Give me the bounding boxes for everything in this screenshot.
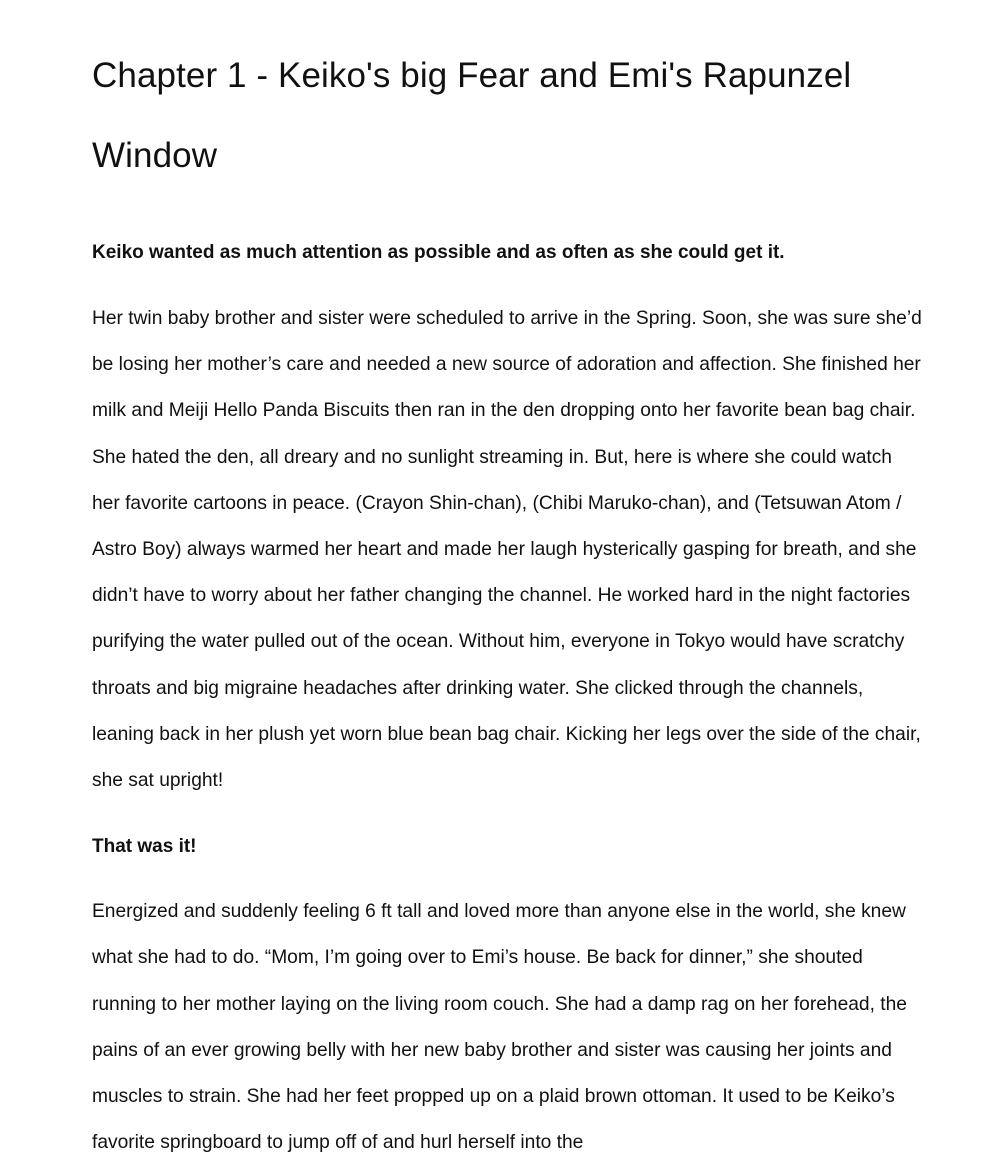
emphasis-line: That was it! — [92, 836, 197, 858]
opening-line: Keiko wanted as much attention as possible and as often as she could get it. — [92, 242, 785, 263]
paragraph-2: Energized and suddenly feeling 6 ft tall and loved more than anyone else in the world, she knew what she had to do. “Mom, I’m going over to Emi’s house. Be back for dinner,” she shouted running to her mother laying on the living room couch. She had a damp rag on her forehead, the pains of an ever growing belly with her new baby brother and sister was causing her joints and muscles to strain. She had her feet propped up on a plaid brown ottoman. It used to be Keiko’s favorite springboard to jump off of and hurl herself into the — [92, 901, 907, 1154]
document-page — [92, 0, 922, 1166]
paragraph-1: Her twin baby brother and sister were scheduled to arrive in the Spring. Soon, she was sure she’d be losing her mother’s care and needed a new source of adoration and affection. She finished her milk and Meiji Hello Panda Biscuits then ran in the den dropping onto her favorite bean bag chair. She hated the den, all dreary and no sunlight streaming in. But, here is where she could watch her favorite cartoons in peace. (Crayon Shin-chan), (Chibi Maruko-chan), and (Tetsuwan Atom / Astro Boy) always warmed her heart and made her laugh hysterically gasping for breath, and she didn’t have to worry about her father changing the channel. He worked hard in the night factories purifying the water pulled out of the ocean. Without him, everyone in Tokyo would have scratchy throats and big migraine headaches after drinking water. She clicked through the channels, leaning back in her plush yet worn blue bean bag chair. Kicking her legs over the side of the chair, she sat upright! — [92, 308, 922, 792]
chapter-title: Chapter 1 - Keiko's big Fear and Emi's Rapunzel Window — [92, 56, 852, 175]
